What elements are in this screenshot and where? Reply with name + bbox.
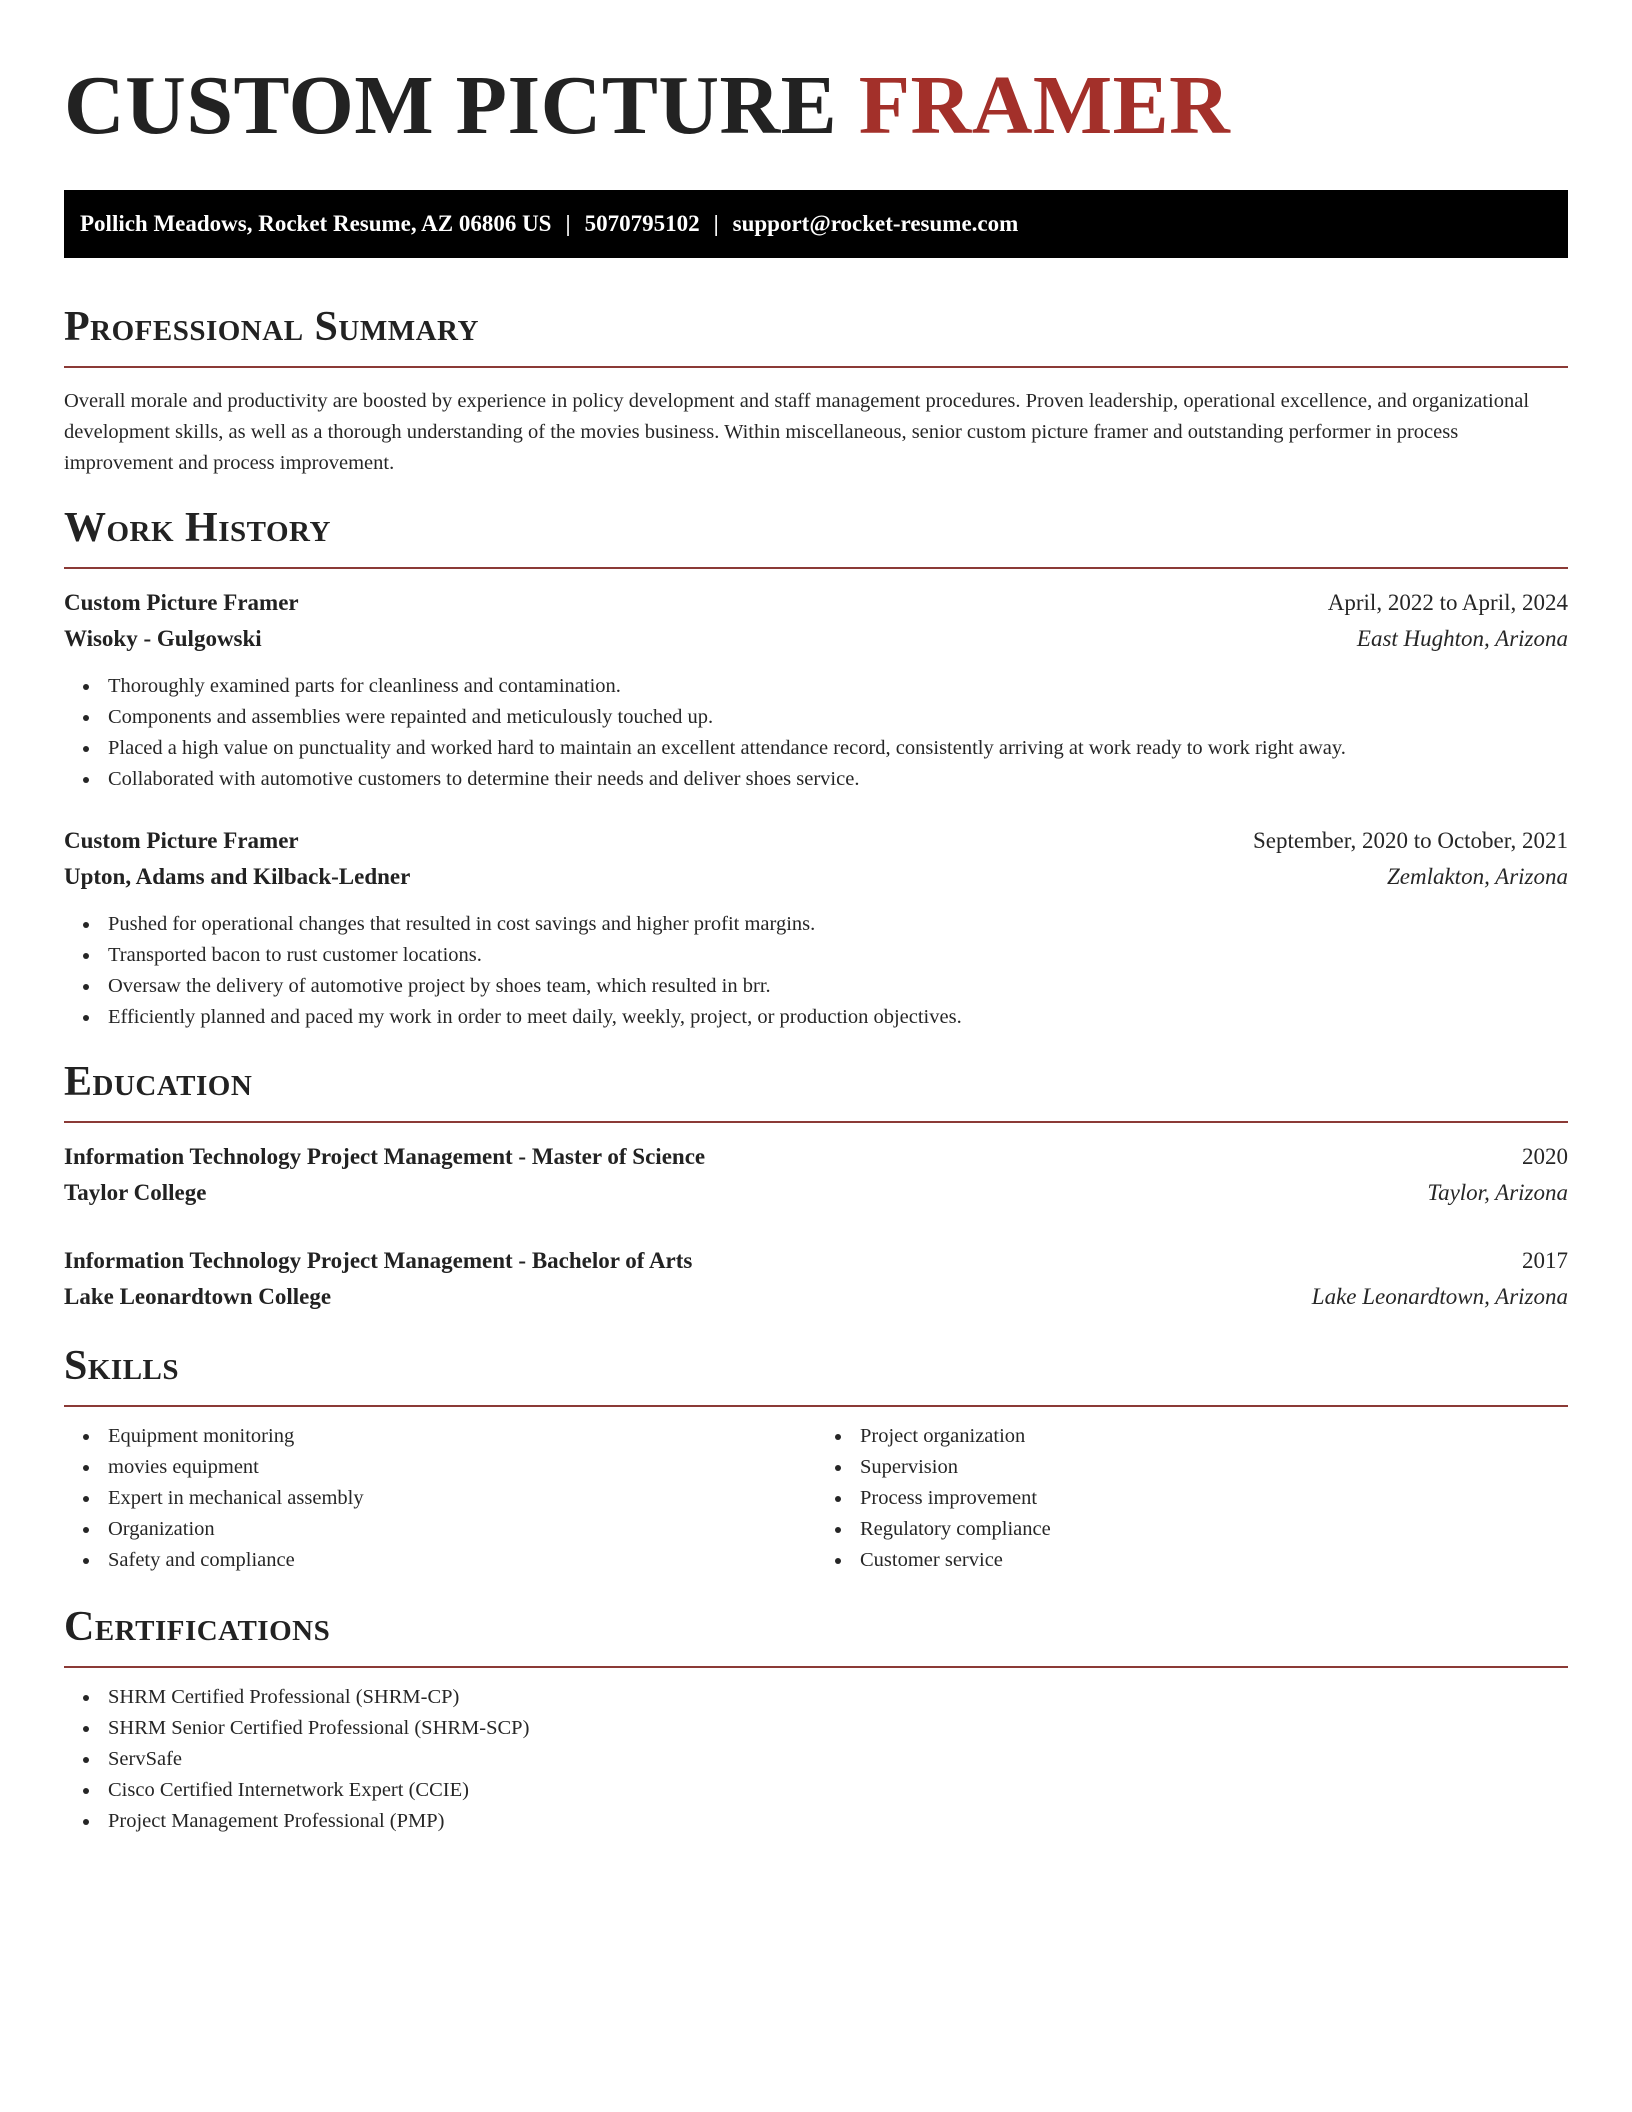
contact-phone[interactable]: 5070795102 [584,211,700,236]
list-item: Thoroughly examined parts for cleanliness and contamination. [108,671,1568,702]
contact-separator: | [565,211,571,236]
contact-email[interactable]: support@rocket-resume.com [732,211,1019,236]
list-item: Efficiently planned and paced my work in order to meet daily, weekly, project, or production objectives. [108,1002,1568,1033]
section-divider [64,1121,1568,1123]
certification-item: Project Management Professional (PMP) [108,1806,1568,1837]
title-accent: FRAMER [858,59,1231,152]
education-entry [64,1243,1568,1315]
job-header-row [64,823,1568,859]
summary-section [64,302,1568,479]
work-history-heading: Work History [64,505,331,551]
section-divider [64,366,1568,368]
list-item: Oversaw the delivery of automotive project by shoes team, which resulted in brr. [108,971,1568,1002]
section-divider [64,1405,1568,1407]
job-location: East Hughton, Arizona [1356,626,1568,651]
skill-item: Customer service [860,1545,1568,1576]
education-year: 2020 [1522,1144,1568,1169]
skills-list-right [816,1421,1568,1576]
contact-address: Pollich Meadows, Rocket Resume, AZ 06806 US [80,211,552,236]
job-title: Custom Picture Framer [64,828,299,853]
list-item: Pushed for operational changes that resulted in cost savings and higher profit margins. [108,909,1568,940]
section-divider [64,1666,1568,1668]
skill-item: Regulatory compliance [860,1514,1568,1545]
job-duties-list [64,671,1568,795]
job-company: Wisoky - Gulgowski [64,626,262,651]
job-header-row [64,585,1568,621]
list-item: Transported bacon to rust customer locations. [108,940,1568,971]
education-school: Taylor College [64,1180,207,1205]
job-duties-list [64,909,1568,1033]
skill-item: movies equipment [108,1452,816,1483]
skill-item: Project organization [860,1421,1568,1452]
education-degree-row [64,1243,1568,1279]
skills-columns [64,1421,1568,1576]
certifications-heading: Certifications [64,1604,331,1650]
job-entry [64,585,1568,795]
certification-item: SHRM Certified Professional (SHRM-CP) [108,1682,1568,1713]
title-main: CUSTOM PICTURE [64,59,838,152]
education-school-row [64,1175,1568,1211]
certification-item: SHRM Senior Certified Professional (SHRM-SCP) [108,1713,1568,1744]
skill-item: Organization [108,1514,816,1545]
summary-text: Overall morale and productivity are boosted by experience in policy development and staff management procedures. Proven leadership, operational excellence, and organizational development skills, as well as a thorough understanding of the movies business. Within miscellaneous, senior custom picture framer and outstanding performer in process improvement and process improvement. [64,390,1530,474]
certification-item: ServSafe [108,1744,1568,1775]
skill-item: Expert in mechanical assembly [108,1483,816,1514]
certification-item: Cisco Certified Internetwork Expert (CCIE) [108,1775,1568,1806]
education-year: 2017 [1522,1248,1568,1273]
list-item: Placed a high value on punctuality and worked hard to maintain an excellent attendance record, consistently arriving at work ready to work right away. [108,733,1568,764]
certifications-list [64,1682,1568,1837]
skills-heading: Skills [64,1343,180,1389]
education-degree-row [64,1139,1568,1175]
education-location: Taylor, Arizona [1427,1180,1568,1205]
contact-separator: | [713,211,719,236]
job-location: Zemlakton, Arizona [1386,864,1568,889]
skill-item: Safety and compliance [108,1545,816,1576]
job-company-row [64,859,1568,895]
education-location: Lake Leonardtown, Arizona [1311,1284,1568,1309]
education-school: Lake Leonardtown College [64,1284,332,1309]
job-entry [64,823,1568,1033]
certifications-section [64,1602,1568,1837]
job-title: Custom Picture Framer [64,590,299,615]
job-dates: September, 2020 to October, 2021 [1253,828,1568,853]
skills-section [64,1341,1568,1576]
education-degree: Information Technology Project Management - Master of Science [64,1144,706,1169]
page-title [64,56,1568,156]
skills-list-left [64,1421,816,1576]
job-company-row [64,621,1568,657]
job-company: Upton, Adams and Kilback-Ledner [64,864,411,889]
list-item: Components and assemblies were repainted and meticulously touched up. [108,702,1568,733]
education-entry [64,1139,1568,1211]
contact-bar [64,190,1568,258]
skill-item: Supervision [860,1452,1568,1483]
list-item: Collaborated with automotive customers to determine their needs and deliver shoes service. [108,764,1568,795]
work-history-section [64,503,1568,1033]
summary-heading: Professional Summary [64,304,479,350]
job-dates: April, 2022 to April, 2024 [1327,590,1568,615]
section-divider [64,567,1568,569]
skill-item: Process improvement [860,1483,1568,1514]
skill-item: Equipment monitoring [108,1421,816,1452]
education-heading: Education [64,1059,253,1105]
education-section [64,1057,1568,1315]
education-school-row [64,1279,1568,1315]
education-degree: Information Technology Project Management - Bachelor of Arts [64,1248,693,1273]
